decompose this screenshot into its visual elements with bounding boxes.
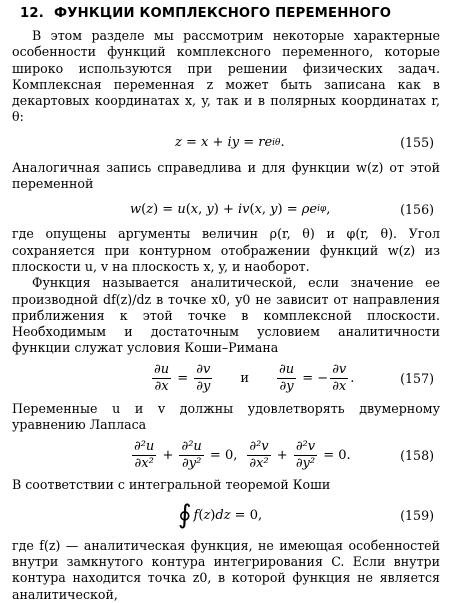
equation-159: [12, 494, 440, 538]
paragraph-laplace: Переменные u и v должны удовлетворять двумерному уравнению Лапласа: [12, 400, 440, 433]
section-heading: [20, 6, 440, 21]
equation-157: [12, 357, 440, 401]
equation-157-number: (157): [400, 371, 434, 387]
equation-155-number: (155): [400, 135, 434, 151]
equation-156-formula: w ( z ) = u ( x , y ) + iv ( x , y ) = ρe iφ ,: [130, 201, 331, 217]
paragraph-analytic: Функция называется аналитической, если значение ее производной df(z)/dz в точке x0, y0 не зависит от направления приближения к этой точке в комплексной плоскости. Необходимым и достаточным условием аналитичности функции служат условия Коши–Римана: [12, 275, 440, 356]
section-title: ФУНКЦИИ КОМПЛЕКСНОГО ПЕРЕМЕННОГО: [53, 6, 392, 21]
paragraph-arguments: где опущены аргументы величин ρ(r, θ) и φ(r, θ). Угол сохраняется при контурном отображении функций w(z) из плоскости u, v на плоскость x, y, и наоборот.: [12, 226, 440, 274]
paragraph-cauchy: В соответствии с интегральной теоремой Коши: [12, 477, 331, 493]
equation-159-number: (159): [400, 508, 434, 524]
equation-155-formula: z = x + iy = re iθ .: [175, 135, 285, 151]
equation-157-formula: $\frac{\partial u}{\partial x}$ = $\frac{\partial v}{\partial y}$ и $\frac{\partial u}{\partial y}$ = − $\frac{\partial v}{\partial x}$ .: [154, 362, 355, 395]
equation-158-formula: $\frac{\text{∂²u}}{\text{∂x²}}$ + $\frac{\text{∂²u}}{\text{∂y²}}$ = 0, $\frac{\text{∂²v}}{\text{∂x²}}$ + $\frac{\text{∂²v}}{\text{∂y²}}$ = 0.: [134, 438, 351, 471]
equation-158-number: (158): [400, 447, 434, 463]
equation-155: [12, 126, 440, 160]
section-number: 12.: [20, 6, 44, 21]
equation-158: [12, 433, 440, 477]
equation-156-number: (156): [400, 201, 434, 217]
paragraph-intro: В этом разделе мы рассмотрим некоторые характерные особенности функций комплексного переменного, которые широко используются при решении физических задач. Комплексная переменная z может быть записана как в декартовых координатах x, y, так и в полярных координатах r, θ:: [12, 28, 440, 125]
paragraph-analytic-function: где f(z) — аналитическая функция, не имеющая особенностей внутри замкнутого контура интегрирования C. Если внутри контура находится точка z0, в которой функция не является аналитической,: [12, 537, 440, 602]
equation-157-conjunction: и: [240, 371, 250, 387]
contour-integral-sign: ∮: [178, 499, 192, 530]
equation-156: [12, 192, 440, 226]
paragraph-analogous: Аналогичная запись справедлива и для функции w(z) от этой переменной: [12, 159, 440, 192]
equation-159-formula: ∮ f ( z ) dz = 0,: [178, 499, 263, 530]
